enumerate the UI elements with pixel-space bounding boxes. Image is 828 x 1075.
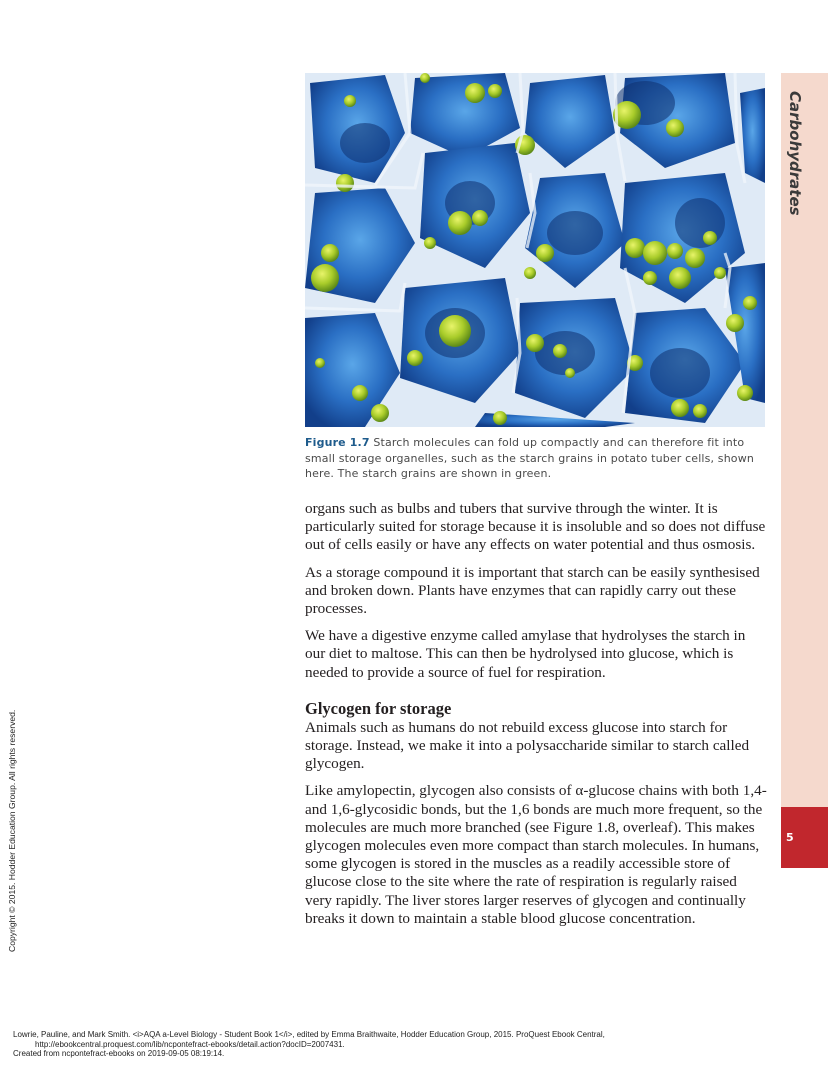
- page-number: 5: [786, 831, 794, 844]
- figure-image-potato-cells: [305, 73, 765, 427]
- footer-citation-line: Lowrie, Pauline, and Mark Smith. <i>AQA a-Level Biology - Student Book 1</i>, edited by Emma Braithwaite, Hodder Education Group, 2015. ProQuest Ebook Central,: [13, 1030, 605, 1039]
- footer-created-line: Created from ncpontefract-ebooks on 2019-09-05 08:19:14.: [13, 1049, 225, 1059]
- paragraph-storage-compound: As a storage compound it is important that starch can be easily synthesised and broken down. Plants have enzymes that can rapidly carry out these processes.: [305, 563, 760, 618]
- paragraph-organs: organs such as bulbs and tubers that survive through the winter. It is particularly suited for storage because it is insoluble and so does not diffuse out of cells easily or have any effects on water potential and thus osmosis.: [305, 500, 766, 554]
- page-number-tab: [781, 807, 828, 868]
- figure-caption: [305, 435, 765, 482]
- starch-grains-micrograph: [305, 73, 765, 427]
- copyright-notice: Copyright © 2015. Hodder Education Group. All rights reserved.: [7, 709, 17, 952]
- paragraph-animals: Animals such as humans do not rebuild excess glucose into starch for storage. Instead, we make it into a polysaccharide similar to starch called glycogen.: [305, 718, 750, 773]
- citation-footer: [13, 1030, 813, 1059]
- figure-label: Figure 1.7: [305, 436, 370, 449]
- paragraph-amylopectin: Like amylopectin, glycogen also consists of α-glucose chains with both 1,4- and 1,6-glycosidic bonds, but the 1,6 bonds are much more frequent, so the molecules are much more branched (see Figure 1.8, overleaf). This makes glycogen molecules even more compact than starch molecules. In humans, some glycogen is stored in the muscles as a readily accessible store of glucose close to the site where the rate of respiration is regularly raised very rapidly. The liver stores larger reserves of glycogen and continually breaks it down to maintain a stable blood glucose concentration.: [305, 782, 767, 927]
- chapter-title-vertical: [781, 73, 828, 233]
- figure-caption-text: Starch molecules can fold up compactly and can therefore fit into small storage organelles, such as the starch grains in potato tuber cells, shown here. The starch grains are shown in green.: [305, 436, 754, 480]
- paragraph-amylase: We have a digestive enzyme called amylase that hydrolyses the starch in our diet to maltose. This can then be hydrolysed into glucose, which is needed to provide a source of fuel for respiration.: [305, 627, 746, 681]
- body-text: [305, 500, 767, 937]
- chapter-title: Carbohydrates: [786, 91, 804, 216]
- section-heading-glycogen: Glycogen for storage: [305, 698, 452, 718]
- footer-url-line: http://ebookcentral.proquest.com/lib/ncpontefract-ebooks/detail.action?docID=2007431.: [35, 1039, 345, 1049]
